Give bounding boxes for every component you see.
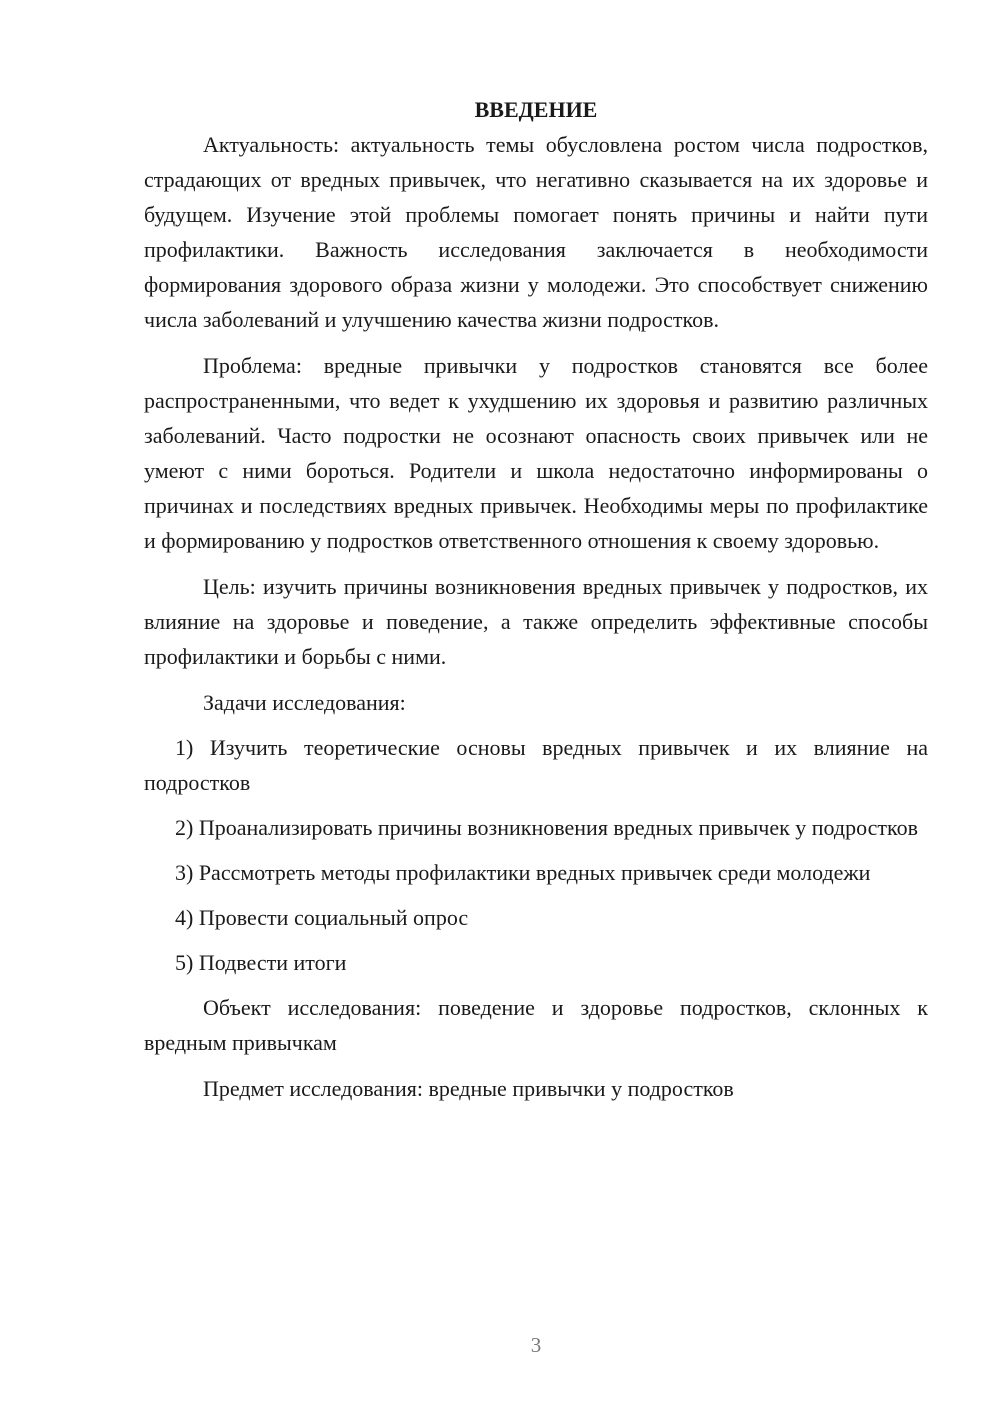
problem-paragraph: Проблема: вредные привычки у подростков становятся все более распространенными, что ведет к ухудшению их здоровья и развитию различных заболеваний. Часто подростки не осознают опасность своих привычек или не умеют с ними бороться. Родители и школа недостаточно информированы о причинах и последствиях вредных привычек. Необходимы меры по профилактике и формированию у подростков ответственного отношения к своему здоровью.: [144, 353, 928, 553]
document-page: [144, 92, 928, 1117]
page-title: ВВЕДЕНИЕ: [474, 97, 598, 122]
list-item: 1) Изучить теоретические основы вредных привычек и их влияние на подростков: [144, 735, 928, 795]
list-item: 4) Провести социальный опрос: [175, 905, 469, 930]
research-object-paragraph: Объект исследования: поведение и здоровье подростков, склонных к вредным привычкам: [144, 995, 928, 1055]
page-number: 3: [530, 1333, 542, 1357]
relevance-paragraph: Актуальность: актуальность темы обусловлена ростом числа подростков, страдающих от вредных привычек, что негативно сказывается на их здоровье и будущем. Изучение этой проблемы помогает понять причины и найти пути профилактики. Важность исследования заключается в необходимости формирования здорового образа жизни у молодежи. Это способствует снижению числа заболеваний и улучшению качества жизни подростков.: [144, 132, 928, 332]
tasks-heading: Задачи исследования:: [203, 690, 406, 715]
list-item: 2) Проанализировать причины возникновения вредных привычек у подростков: [175, 815, 918, 840]
list-item: 3) Рассмотреть методы профилактики вредных привычек среди молодежи: [175, 860, 871, 885]
goal-paragraph: Цель: изучить причины возникновения вредных привычек у подростков, их влияние на здоровье и поведение, а также определить эффективные способы профилактики и борьбы с ними.: [144, 574, 928, 669]
tasks-list: [144, 730, 928, 980]
research-subject-paragraph: Предмет исследования: вредные привычки у подростков: [203, 1076, 734, 1101]
list-item: 5) Подвести итоги: [175, 950, 347, 975]
